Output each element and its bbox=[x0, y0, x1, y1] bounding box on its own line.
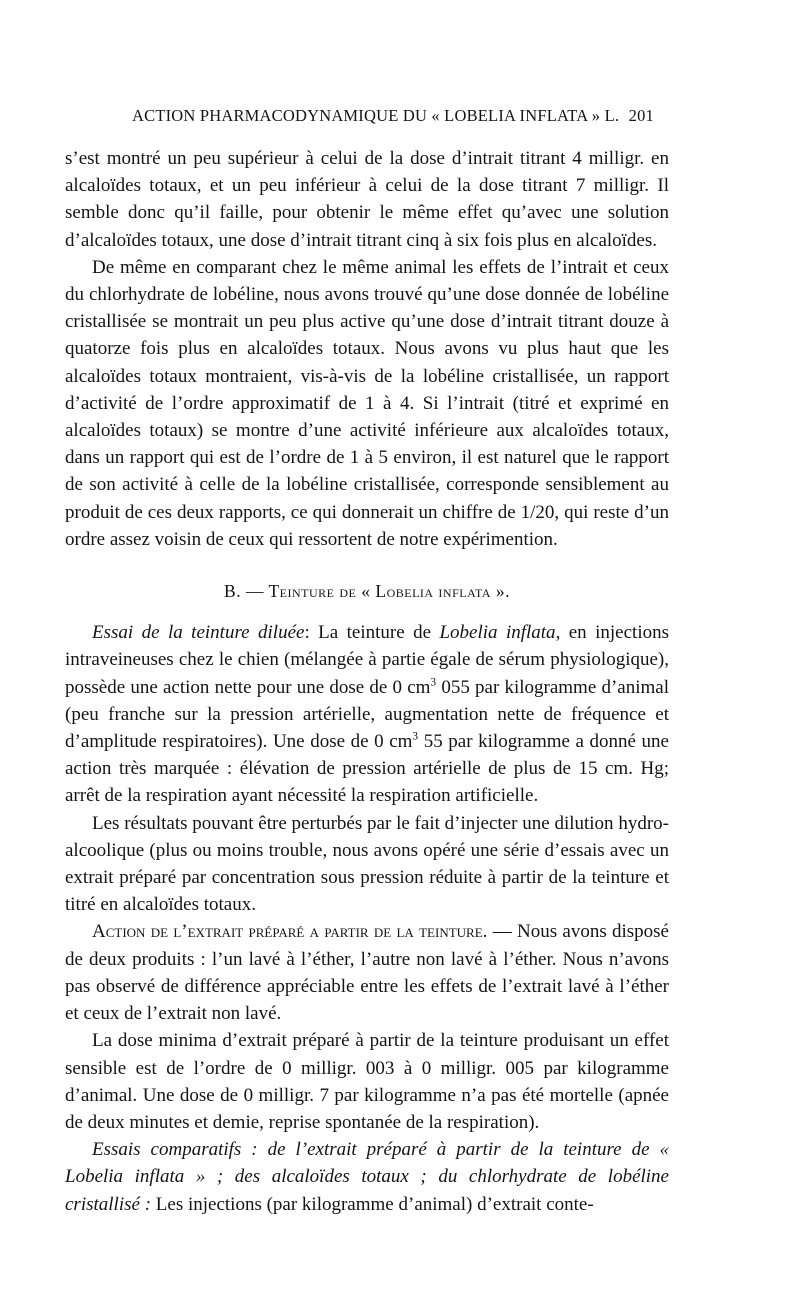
page-body bbox=[65, 145, 669, 1218]
paragraph-lead: Essai de la teinture diluée bbox=[92, 622, 305, 644]
paragraph-resultats: Les résultats pouvant être perturbés par le fait d’injecter une dilution hydro-alcoolique (plus ou moins trouble, nous avons opéré une série d’essais avec un extrait préparé par concentration sous pression réduite à partir de la teinture et titré en alcaloïdes totaux. bbox=[65, 812, 669, 916]
paragraph-dose-minima: La dose minima d’extrait préparé à partir de la teinture produisant un effet sensible est de l’ordre de 0 milligr. 003 à 0 milligr. 005 par kilogramme d’animal. Une dose de 0 milligr. 7 par kilogramme n’a pas été mortelle (apnée de deux minutes et demie, reprise spontanée de la respiration). bbox=[65, 1030, 669, 1133]
section-title-b: B. — Teinture de « Lobelia inflata ». bbox=[224, 581, 510, 602]
paragraph-lead: Action de l’extrait préparé a partir de la teinture. bbox=[92, 921, 488, 943]
page-header bbox=[132, 106, 654, 126]
paragraph-comparison: De même en comparant chez le même animal les effets de l’intrait et ceux du chlorhydrate de lobéline, nous avons trouvé qu’une dose donnée de lobéline cristallisée se montrait un peu plus active qu’une dose d’intrait titrant douze à quatorze fois plus en alcaloïdes totaux. Nous avons vu plus haut que les alcaloïdes totaux montraient, vis-à-vis de la lobéline cristallisée, un rapport d’activité de l’ordre approximatif de 1 à 4. Si l’intrait (titré et exprimé en alcaloïdes totaux) se montre d’une activité inférieure aux alcaloïdes totaux, dans un rapport qui est de l’ordre de 1 à 5 environ, il est naturel que le rapport de son activité à celle de la lobéline cristallisée, corresponde sensiblement au produit de ces deux rapports, ce qui donnerait un chiffre de 1/20, qui reste d’un ordre assez voisin de ceux qui ressortent de notre expérimention. bbox=[65, 256, 669, 550]
paragraph-continuation: s’est montré un peu supérieur à celui de la dose d’intrait titrant 4 milligr. en alcaloïdes totaux, et un peu inférieur à celui de la dose titrant 7 milligr. Il semble donc qu’il faille, pour obtenir le même effet qu’avec une solution d’alcaloïdes totaux, une dose d’intrait titrant cinq à six fois plus en alcaloïdes. bbox=[65, 148, 669, 251]
page-number: 201 bbox=[628, 106, 654, 125]
paragraph-essais-comparatifs: Essais comparatifs : de l’extrait préparé à partir de la teinture de « Lobelia inflata » ; des alcaloïdes totaux ; du chlorhydrate de lobéline cristallisé : Les injections (par kilogramme d’animal) d’extrait conte- bbox=[65, 1139, 669, 1215]
paragraph-action-extrait: Action de l’extrait préparé a partir de la teinture. — Nous avons disposé de deux produits : l’un lavé à l’éther, l’autre non lavé à l’éther. Nous n’avons pas observé de différence appréciable entre les effets de l’extrait lavé à l’éther et ceux de l’extrait non lavé. bbox=[65, 921, 669, 1025]
paragraph-essai-teinture: Essai de la teinture diluée: La teinture de Lobelia inflata, en injections intraveineuses chez le chien (mélangée à partie égale de sérum physiologique), possède une action nette pour une dose de 0 $cm^3$ 055 par kilogramme d’animal (peu franche sur la pression artérielle, augmentation nette de fréquence et d’amplitude respiratoires). Une dose de 0 $cm^3$ 55 par kilogramme a donné une action très marquée : élévation de pression artérielle de plus de 15 cm. Hg; arrêt de la respiration ayant nécessité la respiration artificielle. bbox=[65, 622, 669, 807]
paragraph-lead: Essais comparatifs : de l’extrait préparé à partir de la teinture de « Lobelia inflata » ; des alcaloïdes totaux ; du chlorhydrate de lobéline cristallisé : bbox=[65, 1139, 669, 1215]
running-title: ACTION PHARMACODYNAMIQUE DU « LOBELIA INFLATA » L. bbox=[132, 106, 620, 125]
